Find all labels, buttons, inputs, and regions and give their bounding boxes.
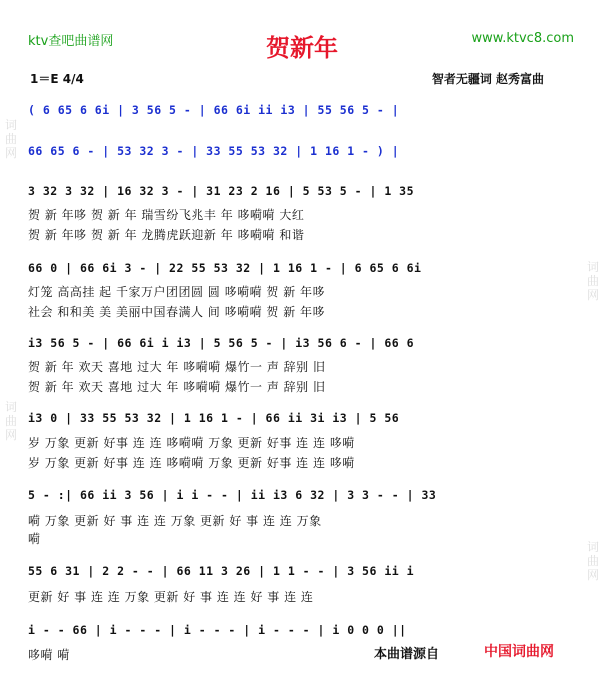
score-line-9: i - - 66 | i - - - | i - - - | i - - - | i 0 0 0 || <box>28 623 407 637</box>
right-watermark-2: 词 曲 网 <box>586 540 599 582</box>
score-line-6: i3 0 | 33 55 53 32 | 1 16 1 - | 66 ii 3i i3 | 5 56 <box>28 411 400 425</box>
score-line-7: 5 - :| 66 ii 3 56 | i i - - | ii i3 6 32 | 3 3 - - | 33 <box>28 488 437 502</box>
score-line-2: 66 65 6 - | 53 32 3 - | 33 55 53 32 | 1 16 1 - ) | <box>28 144 400 158</box>
credits: 智者无疆词 赵秀富曲 <box>431 72 544 86</box>
right-watermark: 词 曲 网 <box>586 260 599 302</box>
song-title: 贺新年 <box>266 33 338 62</box>
lyric-9a: 哆嗬 嗬 <box>28 648 70 662</box>
score-line-5: i3 56 5 - | 66 6i i i3 | 5 56 5 - | i3 56 6 - | 66 6 <box>28 336 415 350</box>
source-site-link[interactable]: 中国词曲网 <box>484 644 554 660</box>
site-right-link[interactable]: www.ktvc8.com <box>471 31 574 46</box>
lyric-5b: 贺 新 年 欢天 喜地 过大 年 哆嗬嗬 爆竹一 声 辞别 旧 <box>28 380 326 394</box>
score-line-4: 66 0 | 66 6i 3 - | 22 55 53 32 | 1 16 1 - | 6 65 6 6i <box>28 261 422 275</box>
lyric-7b: 嗬 <box>28 532 41 546</box>
lyric-5a: 贺 新 年 欢天 喜地 过大 年 哆嗬嗬 爆竹一 声 辞别 旧 <box>28 360 326 374</box>
lyric-7a: 嗬 万象 更新 好 事 连 连 万象 更新 好 事 连 连 万象 <box>28 514 322 528</box>
lyric-4b: 社会 和和美 美 美丽中国春满人 间 哆嗬嗬 贺 新 年哆 <box>28 305 326 319</box>
site-left-link[interactable]: ktv查吧曲谱网 <box>28 34 114 49</box>
score-line-3: 3 32 3 32 | 16 32 3 - | 31 23 2 16 | 5 53 5 - | 1 35 <box>28 184 415 198</box>
left-watermark: 词 曲 网 <box>4 118 17 160</box>
lyric-6b: 岁 万象 更新 好事 连 连 哆嗬嗬 万象 更新 好事 连 连 哆嗬 <box>28 456 355 470</box>
left-watermark-2: 词 曲 网 <box>4 400 17 442</box>
lyric-8a: 更新 好 事 连 连 万象 更新 好 事 连 连 好 事 连 连 <box>28 590 314 604</box>
score-line-8: 55 6 31 | 2 2 - - | 66 11 3 26 | 1 1 - - | 3 56 ii i <box>28 564 415 578</box>
lyric-4a: 灯笼 高高挂 起 千家万户团团圆 圆 哆嗬嗬 贺 新 年哆 <box>28 285 326 299</box>
lyric-3b: 贺 新 年哆 贺 新 年 龙腾虎跃迎新 年 哆嗬嗬 和谐 <box>28 228 305 242</box>
source-label: 本曲谱源自 <box>374 647 440 662</box>
score-line-1: ( 6 65 6 6i | 3 56 5 - | 66 6i ii i3 | 55 56 5 - | <box>28 103 400 117</box>
lyric-3a: 贺 新 年哆 贺 新 年 瑞雪纷飞兆丰 年 哆嗬嗬 大红 <box>28 208 305 222</box>
lyric-6a: 岁 万象 更新 好事 连 连 哆嗬嗬 万象 更新 好事 连 连 哆嗬 <box>28 436 355 450</box>
key-signature: 1＝E 4/4 <box>30 72 84 86</box>
